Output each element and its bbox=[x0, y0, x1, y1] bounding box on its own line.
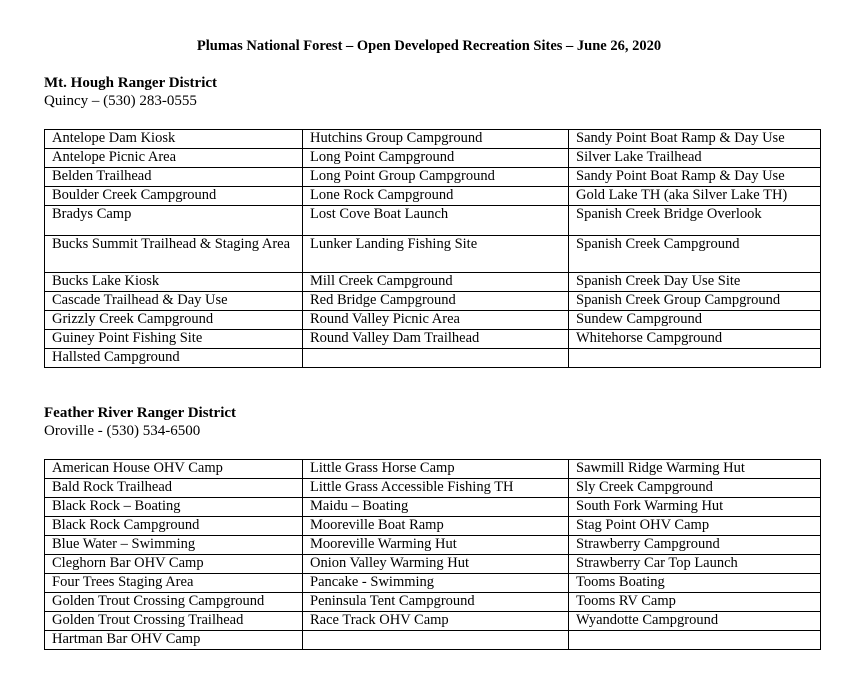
site-cell: Red Bridge Campground bbox=[303, 292, 569, 311]
table-row bbox=[45, 479, 821, 498]
table-row bbox=[45, 236, 821, 273]
site-cell: Little Grass Accessible Fishing TH bbox=[303, 479, 569, 498]
site-cell: Sly Creek Campground bbox=[569, 479, 821, 498]
site-cell: Onion Valley Warming Hut bbox=[303, 555, 569, 574]
site-cell: Spanish Creek Campground bbox=[569, 236, 821, 273]
site-cell: Stag Point OHV Camp bbox=[569, 517, 821, 536]
site-cell: Maidu – Boating bbox=[303, 498, 569, 517]
site-cell: Blue Water – Swimming bbox=[45, 536, 303, 555]
site-cell: Black Rock – Boating bbox=[45, 498, 303, 517]
site-cell: Mill Creek Campground bbox=[303, 273, 569, 292]
site-cell: Whitehorse Campground bbox=[569, 330, 821, 349]
table-row bbox=[45, 631, 821, 650]
site-cell: Hallsted Campground bbox=[45, 349, 303, 368]
site-cell: Guiney Point Fishing Site bbox=[45, 330, 303, 349]
site-cell: Lone Rock Campground bbox=[303, 187, 569, 206]
table-row bbox=[45, 612, 821, 631]
site-cell: Mooreville Boat Ramp bbox=[303, 517, 569, 536]
table-row bbox=[45, 555, 821, 574]
site-cell: Bucks Lake Kiosk bbox=[45, 273, 303, 292]
table-row bbox=[45, 187, 821, 206]
site-cell: Boulder Creek Campground bbox=[45, 187, 303, 206]
table-row bbox=[45, 149, 821, 168]
site-cell: Spanish Creek Bridge Overlook bbox=[569, 206, 821, 236]
site-cell bbox=[303, 631, 569, 650]
table-row bbox=[45, 292, 821, 311]
site-cell: Race Track OHV Camp bbox=[303, 612, 569, 631]
site-cell: Round Valley Dam Trailhead bbox=[303, 330, 569, 349]
site-cell: Silver Lake Trailhead bbox=[569, 149, 821, 168]
site-cell: Little Grass Horse Camp bbox=[303, 460, 569, 479]
site-cell: Tooms RV Camp bbox=[569, 593, 821, 612]
site-cell: Sawmill Ridge Warming Hut bbox=[569, 460, 821, 479]
site-cell: Bald Rock Trailhead bbox=[45, 479, 303, 498]
site-cell: Round Valley Picnic Area bbox=[303, 311, 569, 330]
table-row bbox=[45, 130, 821, 149]
table-row bbox=[45, 593, 821, 612]
site-cell: South Fork Warming Hut bbox=[569, 498, 821, 517]
district-contact-feather-river: Oroville - (530) 534-6500 bbox=[44, 423, 201, 439]
table-row bbox=[45, 273, 821, 292]
site-cell: Grizzly Creek Campground bbox=[45, 311, 303, 330]
site-cell: Strawberry Car Top Launch bbox=[569, 555, 821, 574]
table-row bbox=[45, 498, 821, 517]
table-row bbox=[45, 330, 821, 349]
site-cell: Lunker Landing Fishing Site bbox=[303, 236, 569, 273]
table-row bbox=[45, 206, 821, 236]
site-cell: Cleghorn Bar OHV Camp bbox=[45, 555, 303, 574]
site-cell: Four Trees Staging Area bbox=[45, 574, 303, 593]
site-cell: Lost Cove Boat Launch bbox=[303, 206, 569, 236]
site-cell: Golden Trout Crossing Campground bbox=[45, 593, 303, 612]
site-cell: Antelope Dam Kiosk bbox=[45, 130, 303, 149]
site-cell: Bucks Summit Trailhead & Staging Area bbox=[45, 236, 303, 273]
site-cell: Bradys Camp bbox=[45, 206, 303, 236]
table-row bbox=[45, 168, 821, 187]
table-row bbox=[45, 536, 821, 555]
site-cell: Black Rock Campground bbox=[45, 517, 303, 536]
site-cell: Long Point Group Campground bbox=[303, 168, 569, 187]
site-cell: Sandy Point Boat Ramp & Day Use bbox=[569, 130, 821, 149]
site-cell: American House OHV Camp bbox=[45, 460, 303, 479]
district-name-mt-hough: Mt. Hough Ranger District bbox=[44, 75, 218, 91]
site-cell: Pancake - Swimming bbox=[303, 574, 569, 593]
page-title: Plumas National Forest – Open Developed Recreation Sites – June 26, 2020 bbox=[196, 38, 662, 54]
table-row bbox=[45, 311, 821, 330]
site-cell bbox=[569, 631, 821, 650]
table-row bbox=[45, 517, 821, 536]
site-cell: Strawberry Campground bbox=[569, 536, 821, 555]
district-name-feather-river: Feather River Ranger District bbox=[44, 405, 237, 421]
site-cell: Gold Lake TH (aka Silver Lake TH) bbox=[569, 187, 821, 206]
site-cell: Spanish Creek Group Campground bbox=[569, 292, 821, 311]
site-cell: Long Point Campground bbox=[303, 149, 569, 168]
site-cell: Sandy Point Boat Ramp & Day Use bbox=[569, 168, 821, 187]
site-cell bbox=[303, 349, 569, 368]
site-cell: Spanish Creek Day Use Site bbox=[569, 273, 821, 292]
site-cell: Peninsula Tent Campground bbox=[303, 593, 569, 612]
district-contact-mt-hough: Quincy – (530) 283-0555 bbox=[44, 93, 197, 109]
site-cell: Wyandotte Campground bbox=[569, 612, 821, 631]
site-cell: Belden Trailhead bbox=[45, 168, 303, 187]
site-cell: Hartman Bar OHV Camp bbox=[45, 631, 303, 650]
site-cell: Mooreville Warming Hut bbox=[303, 536, 569, 555]
site-cell: Sundew Campground bbox=[569, 311, 821, 330]
table-row bbox=[45, 349, 821, 368]
site-cell bbox=[569, 349, 821, 368]
table-row bbox=[45, 460, 821, 479]
site-cell: Tooms Boating bbox=[569, 574, 821, 593]
site-cell: Hutchins Group Campground bbox=[303, 130, 569, 149]
sites-table-mt-hough bbox=[44, 129, 821, 368]
table-row bbox=[45, 574, 821, 593]
site-cell: Golden Trout Crossing Trailhead bbox=[45, 612, 303, 631]
site-cell: Cascade Trailhead & Day Use bbox=[45, 292, 303, 311]
sites-table-feather-river bbox=[44, 459, 821, 650]
site-cell: Antelope Picnic Area bbox=[45, 149, 303, 168]
